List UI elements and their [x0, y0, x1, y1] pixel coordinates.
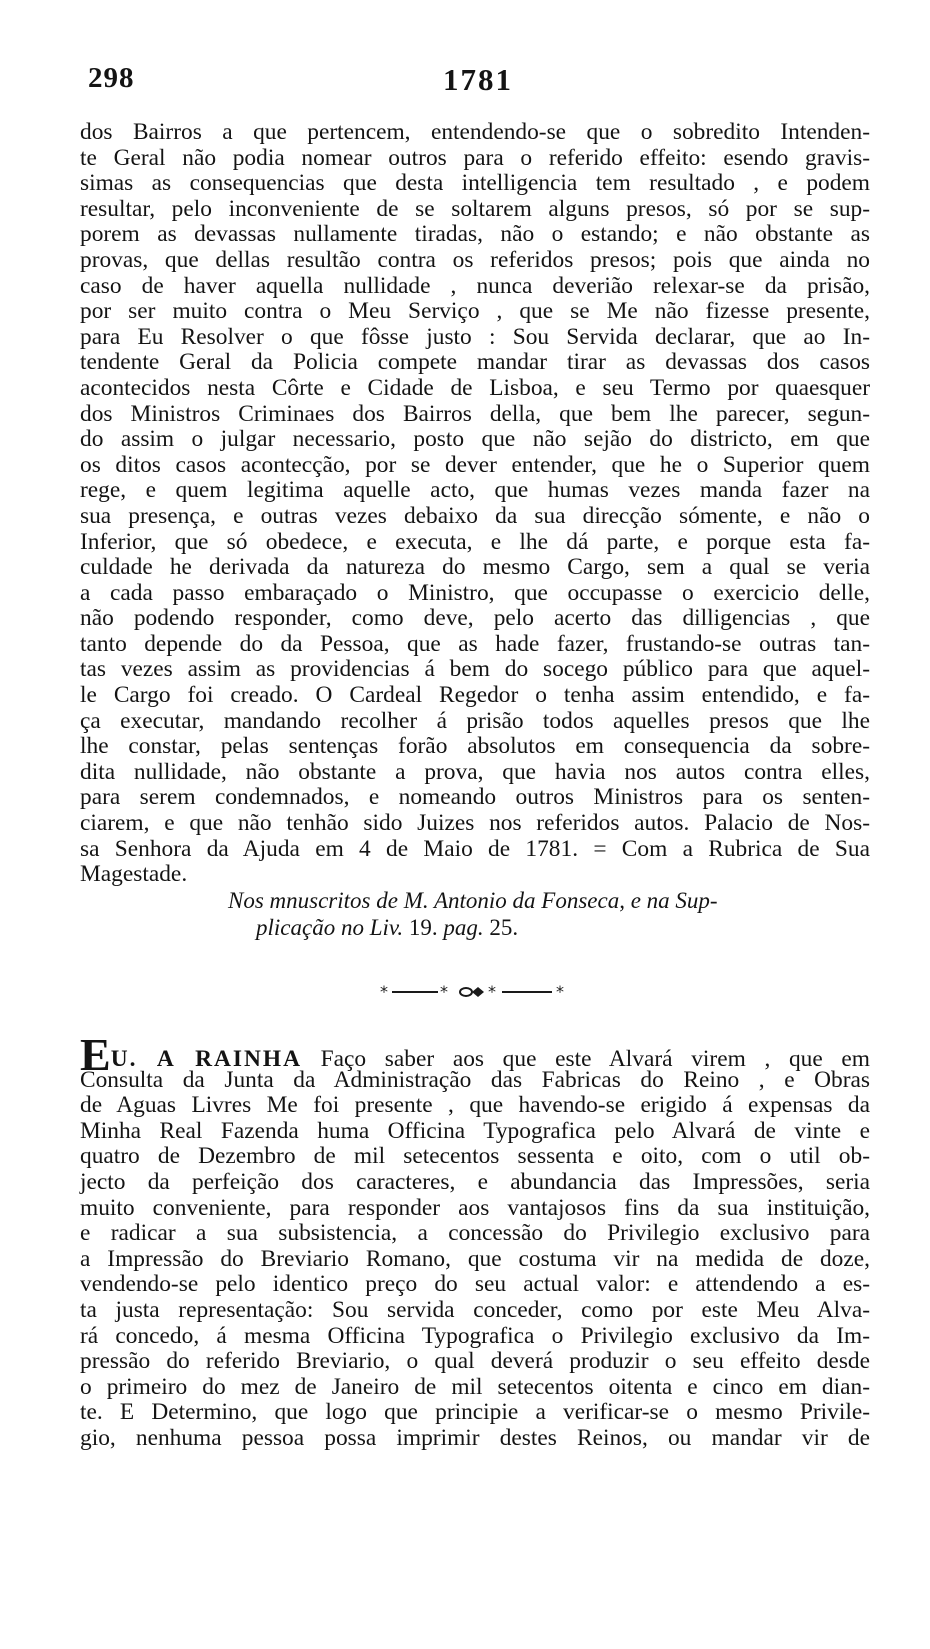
text-line: le Cargo foi creado. O Cardeal Regedor o tenha assim entendido, e fa- — [80, 682, 870, 709]
text-line: te Geral não podia nomear outros para o referido effeito: esendo gravis- — [80, 144, 870, 171]
section-divider-ornament — [380, 984, 570, 1000]
text-line: provas, que dellas resultão contra os referidos presos; pois que ainda no — [80, 246, 870, 273]
text-line: dita nullidade, não obstante a prova, que havia nos autos contra elles, — [80, 758, 870, 785]
text-line: e radicar a sua subsistencia, a concessão do Privilegio exclusivo para — [80, 1220, 870, 1247]
svg-text:*: * — [440, 984, 448, 1000]
text-line: te. E Determino, que logo que principie a verificar-se o mesmo Privile- — [80, 1399, 870, 1426]
drop-cap: E — [80, 1029, 111, 1080]
text-line: para serem condemnados, e nomeando outros Ministros para os senten- — [80, 784, 870, 811]
svg-text:*: * — [380, 984, 388, 1000]
source-citation — [228, 887, 828, 941]
text-line: tas vezes assim as providencias á bem do socego público para que aquel- — [80, 656, 870, 683]
citation-line — [228, 914, 828, 941]
opening-caps: U. A RAINHA — [110, 1046, 302, 1072]
text-line: não podendo responder, como deve, pelo acerto das dilligencias , que — [80, 605, 870, 632]
citation-page-label: pag. — [437, 915, 490, 940]
alvara-decree — [80, 1029, 871, 1452]
text-line: os ditos casos acontecção, por se dever entender, que he o Superior quem — [80, 451, 870, 478]
text-line: ciarem, e que não tenhão sido Juizes nos referidos autos. Palacio de Nos- — [80, 810, 870, 837]
ornament-icon — [380, 984, 570, 1000]
text-line: jecto da perfeição dos caracteres, e abundancia das Impressões, seria — [80, 1168, 870, 1195]
text-line: lhe constar, pelas sentenças forão absolutos em consequencia da sobre- — [80, 733, 870, 760]
text-line: Magestade. — [80, 861, 188, 888]
text-line: rá concedo, á mesma Officina Typografica o Privilegio exclusivo da Im- — [80, 1322, 870, 1349]
text-line: dos Bairros a que pertencem, entendendo-se que o sobredito Intenden- — [80, 119, 870, 145]
text-line: ta justa representação: Sou servida conceder, como por este Meu Alva- — [80, 1296, 870, 1323]
text-line: muito conveniente, para responder aos vantajosos fins da sua instituição, — [80, 1194, 870, 1221]
citation-line: Nos mnuscritos de M. Antonio da Fonseca, e na Sup- — [228, 888, 718, 913]
text-line: para Eu Resolver o que fôsse justo : Sou Servida declarar, que ao In- — [80, 323, 870, 350]
text-line: Inferior, que só obedece, e executa, e lhe dá parte, e porque esta fa- — [80, 528, 870, 555]
text-line: tanto depende do da Pessoa, que as hade fazer, frustando-se outras tan- — [80, 630, 870, 657]
text-line: de Aguas Livres Me foi presente , que havendo-se erigido á expensas da — [80, 1092, 870, 1119]
page-header — [88, 62, 858, 102]
running-head-year: 1781 — [443, 62, 513, 97]
text-line: sa Senhora da Ajuda em 4 de Maio de 1781. = Com a Rubrica de Sua — [80, 835, 870, 862]
citation-text: plicação no Liv. — [256, 915, 409, 940]
text-line: Minha Real Fazenda huma Officina Typografica pelo Alvará de vinte e — [80, 1117, 870, 1144]
text-line: Consulta da Junta da Administração das Fabricas do Reino , e Obras — [80, 1066, 870, 1093]
text-line: do assim o julgar necessario, posto que não sejão do districto, em que — [80, 426, 870, 453]
text-line: dos Ministros Criminaes dos Bairros della, que bem lhe parecer, segun- — [80, 400, 870, 427]
svg-text:*: * — [556, 984, 564, 1000]
text-line: vendendo-se pelo identico preço do seu actual valor: e attendendo a es- — [80, 1271, 870, 1298]
decree-continuation — [80, 120, 870, 888]
text-line: rege, e quem legitima aquelle acto, que humas vezes manda fazer na — [80, 477, 870, 504]
text-line: porem as devassas nullamente tiradas, não o estando; e não obstante as — [80, 221, 870, 248]
text-line: caso de haver aquella nullidade , nunca deverião relexar-se da prisão, — [80, 272, 870, 299]
text-line: por ser muito contra o Meu Serviço , que se Me não fizesse presente, — [80, 298, 870, 325]
page-number: 298 — [88, 62, 135, 94]
text-line: quatro de Dezembro de mil setecentos sessenta e oito, com o util ob- — [80, 1143, 870, 1170]
citation-page-number: 25. — [489, 915, 519, 940]
text-line: o primeiro do mez de Janeiro de mil setecentos oitenta e cinco em dian- — [80, 1373, 870, 1400]
citation-book-number: 19. — [408, 915, 438, 940]
text-line: pressão do referido Breviario, o qual deverá produzir o seu effeito desde — [80, 1348, 870, 1375]
svg-text:*: * — [488, 984, 496, 1000]
text-line: simas as consequencias que desta intelligencia tem resultado , e podem — [80, 170, 870, 197]
first-line-text: Faço saber aos que este Alvará virem , que em — [301, 1046, 871, 1072]
text-line: acontecidos nesta Côrte e Cidade de Lisboa, e seu Termo por quaesquer — [80, 374, 870, 401]
text-line: a cada passo embaraçado o Ministro, que occupasse o exercicio delle, — [80, 579, 870, 606]
text-line: sua presença, e outras vezes debaixo da sua direcção sómente, e não o — [80, 502, 870, 529]
text-line: ça executar, mandando recolher á prisão todos aquelles presos que lhe — [80, 707, 870, 734]
text-line: gio, nenhuma pessoa possa imprimir destes Reinos, ou mandar vir de — [80, 1424, 870, 1451]
text-line: culdade he derivada da natureza do mesmo Cargo, sem a qual se veria — [80, 554, 870, 581]
text-line: a Impressão do Breviario Romano, que costuma vir na medida de doze, — [80, 1245, 870, 1272]
text-line: tendente Geral da Policia compete mandar tirar as devassas dos casos — [80, 349, 870, 376]
text-line: resultar, pelo inconveniente de se soltarem alguns presos, só por se sup- — [80, 195, 870, 222]
